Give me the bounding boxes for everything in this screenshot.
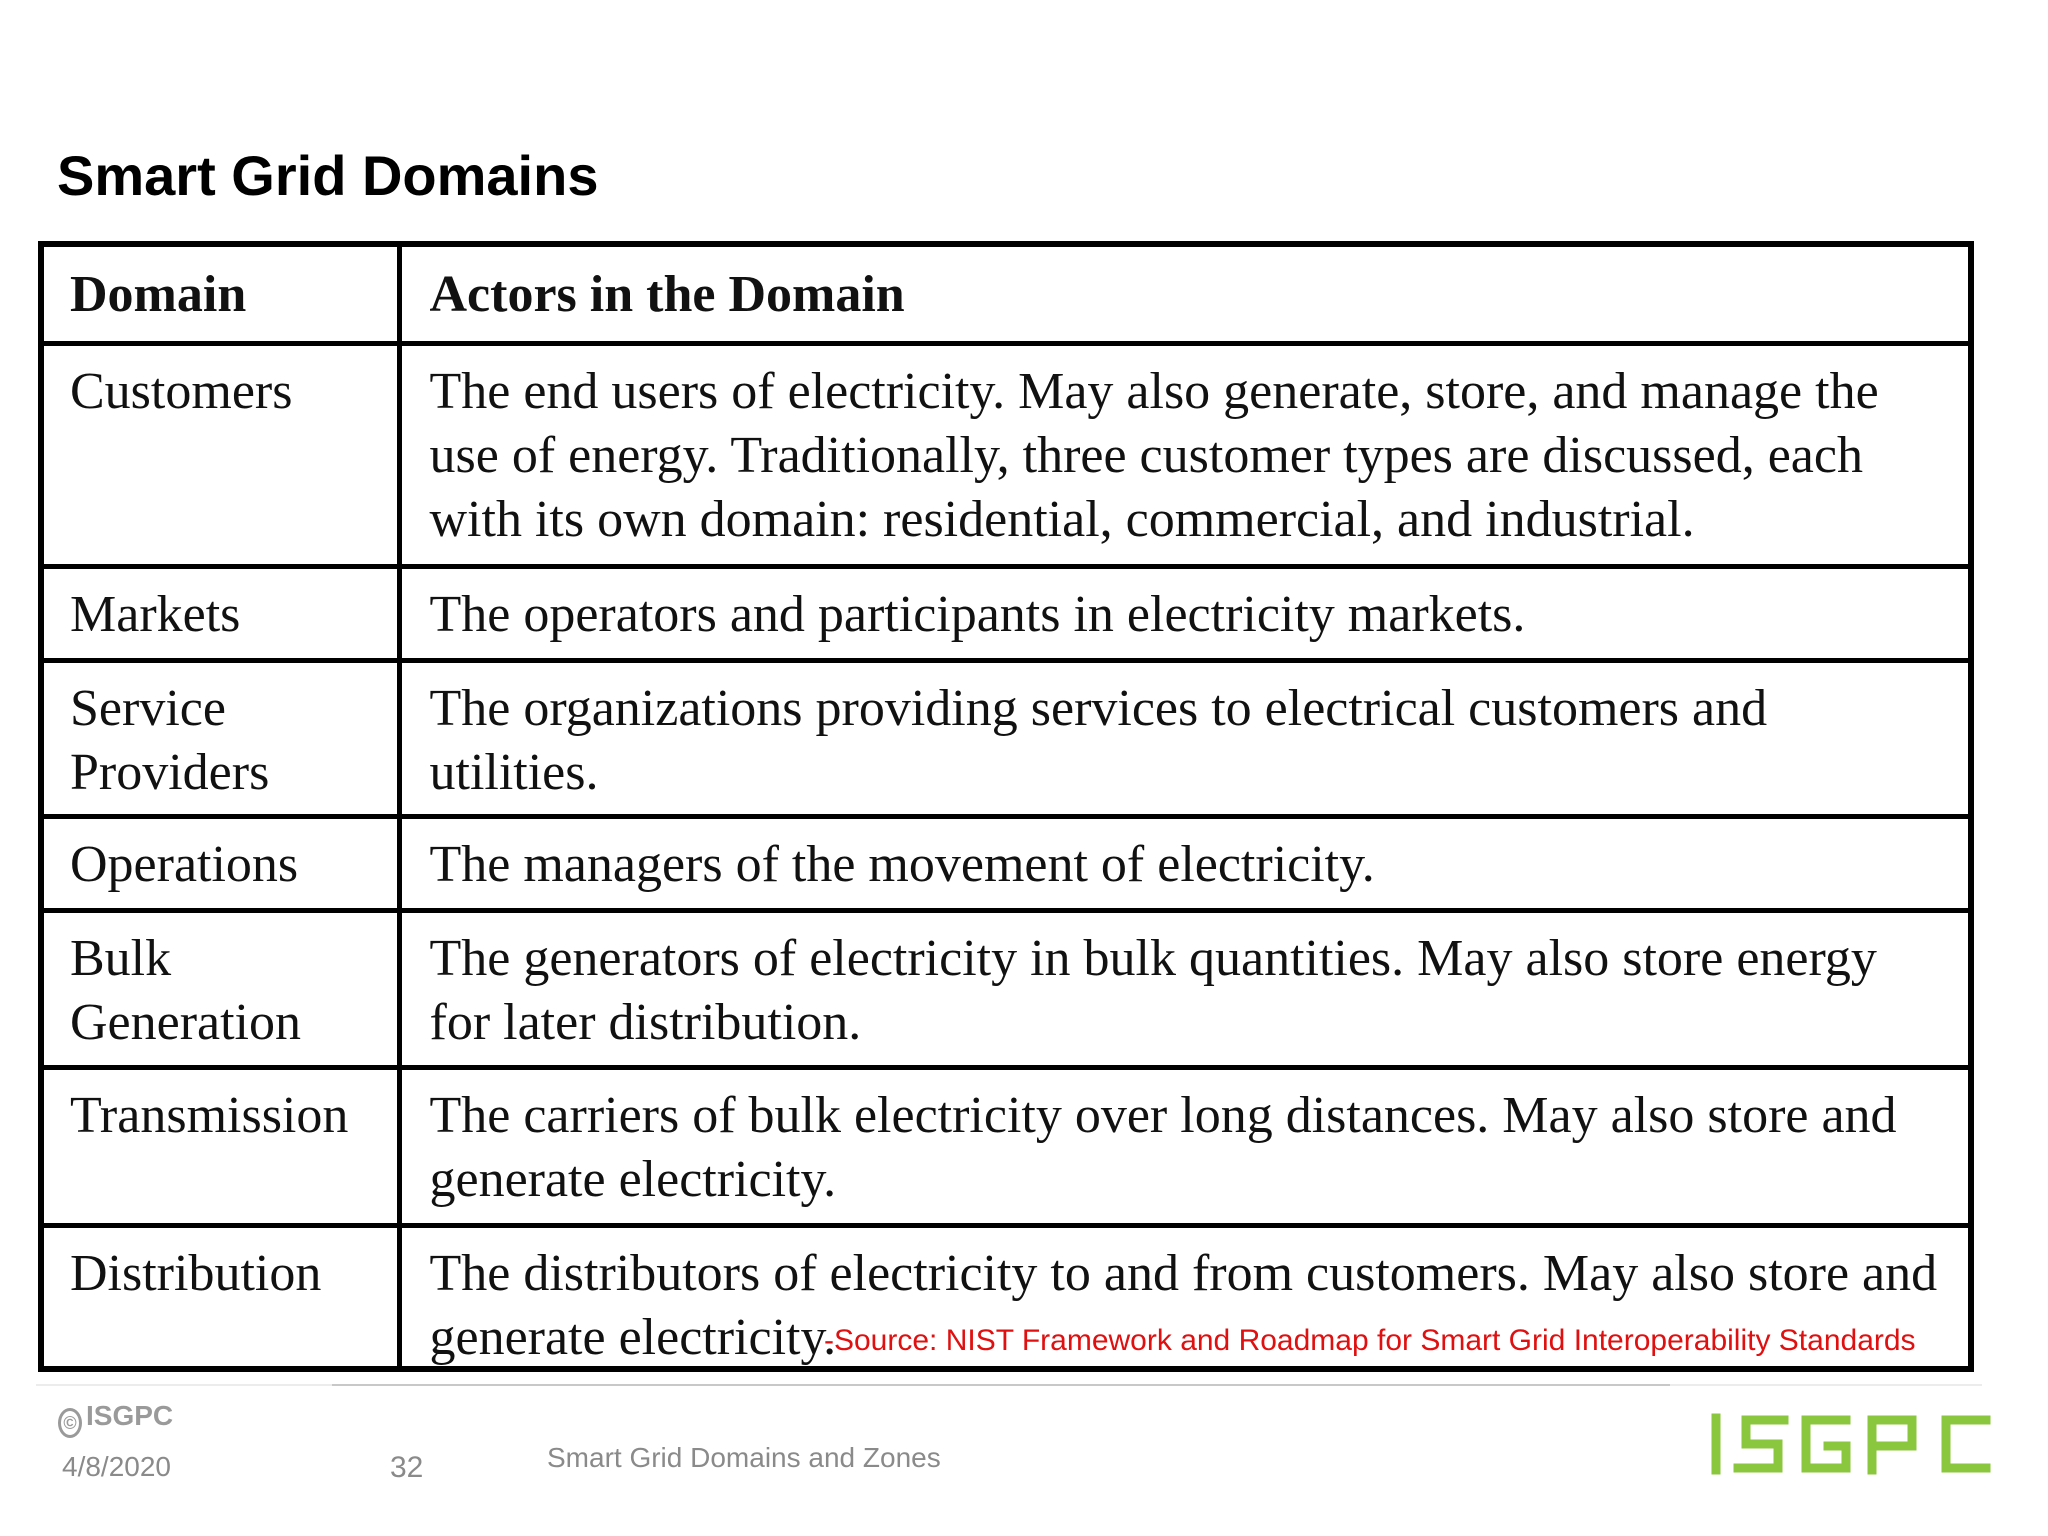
table-row: [44, 1067, 1968, 1225]
footer-date: 4/8/2020: [62, 1451, 171, 1482]
table-row: [44, 660, 1968, 816]
table-row: [44, 816, 1968, 910]
isgpc-logo: [1706, 1412, 1996, 1476]
domain-cell: Markets: [44, 566, 399, 660]
table-row: [44, 910, 1968, 1067]
domains-table-frame: [38, 241, 1974, 1372]
copyright-text: ISGPC: [86, 1400, 174, 1431]
source-note: -Source: NIST Framework and Roadmap for Smart Grid Interoperability Standards: [824, 1324, 1916, 1357]
actors-cell: The distributors of electricity to and from customers. May also store and generate electricity.: [399, 1225, 1968, 1370]
slide-title: Smart Grid Domains: [57, 144, 599, 207]
domain-cell: Distribution: [44, 1225, 399, 1370]
table-header-row: [44, 247, 1968, 343]
actors-cell: The generators of electricity in bulk quantities. May also store energy for later distribution.: [399, 910, 1968, 1067]
domain-cell: Bulk Generation: [44, 910, 399, 1067]
actors-cell: The carriers of bulk electricity over long distances. May also store and generate electricity.: [399, 1067, 1968, 1225]
table-row: [44, 566, 1968, 660]
domain-cell: Service Providers: [44, 660, 399, 816]
domains-table: [44, 247, 1968, 1370]
footer-divider: [332, 1384, 1670, 1386]
page-number: 32: [390, 1451, 424, 1484]
actors-cell: The organizations providing services to electrical customers and utilities.: [399, 660, 1968, 816]
copyright-mark: [58, 1402, 173, 1438]
domain-cell: Operations: [44, 816, 399, 910]
table-row: [44, 343, 1968, 566]
header-domain: Domain: [44, 247, 399, 343]
domain-cell: Transmission: [44, 1067, 399, 1225]
actors-cell: The operators and participants in electricity markets.: [399, 566, 1968, 660]
header-actors: Actors in the Domain: [399, 247, 1968, 343]
copyright-icon: ©: [58, 1408, 82, 1438]
domain-cell: Customers: [44, 343, 399, 566]
actors-cell: The end users of electricity. May also generate, store, and manage the use of energy. Traditionally, three customer types are discussed, each with its own domain: residential, commercial, and industrial.: [399, 343, 1968, 566]
actors-cell: The managers of the movement of electricity.: [399, 816, 1968, 910]
footer-deck-title: Smart Grid Domains and Zones: [547, 1442, 941, 1473]
